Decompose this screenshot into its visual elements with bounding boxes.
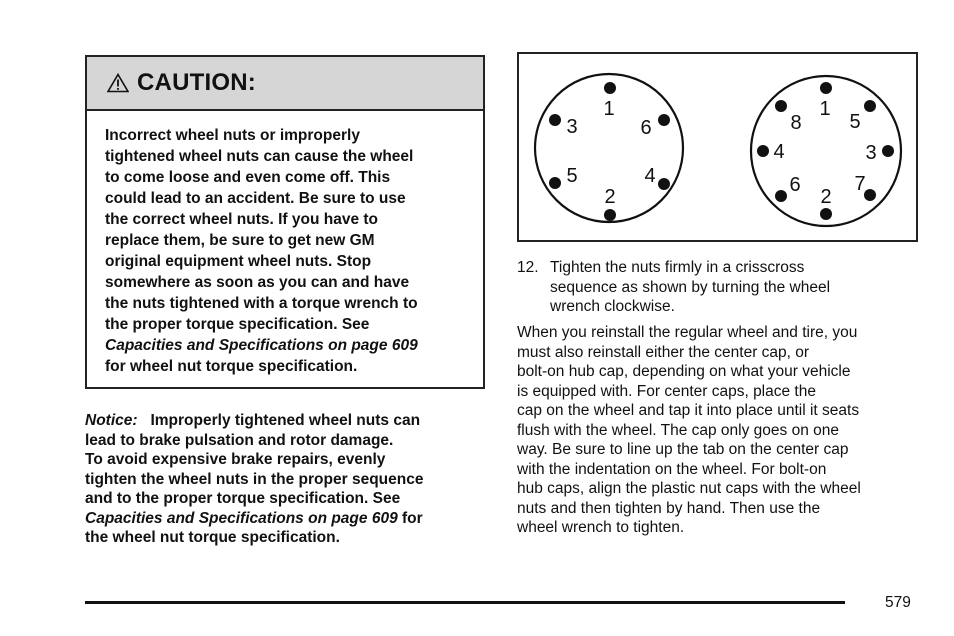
notice-label: Notice: [85,412,138,429]
nut-dot [775,190,787,202]
notice-line: To avoid expensive brake repairs, evenly [85,451,386,468]
reinstall-paragraph [517,323,919,538]
caution-line: for wheel nut torque specification. [105,358,358,375]
notice-line: the wheel nut torque specification. [85,529,340,546]
paragraph-line: is equipped with. For center caps, place the [517,382,816,400]
nut-sequence-label: 4 [773,141,785,163]
lug-nut-sequence-diagram [517,52,918,242]
notice-line: for [397,509,423,527]
nut-dot [882,145,894,157]
paragraph-line: way. Be sure to line up the tab on the center cap [517,441,849,458]
nut-sequence-label: 6 [789,174,801,196]
caution-reference: Capacities and Specifications on page 609 [105,337,418,354]
notice-line: Improperly tightened wheel nuts can [150,412,421,429]
caution-header [87,57,483,111]
nut-sequence-label: 5 [849,111,861,133]
notice-line: tighten the wheel nuts in the proper sequence [85,470,424,488]
step-text [550,258,917,317]
nut-sequence-label: 3 [865,142,877,164]
nut-dot [757,145,769,157]
nut-dot [658,114,670,126]
caution-line: the correct wheel nuts. If you have to [105,211,379,228]
nut-dot [604,209,616,221]
nut-dot [775,100,787,112]
nut-dot [864,189,876,201]
nut-sequence-label: 8 [790,112,802,134]
caution-line: replace them, be sure to get new GM [105,232,375,249]
nut-dot [864,100,876,112]
caution-line: somewhere as soon as you can and have [105,274,410,291]
nut-sequence-label: 6 [640,117,652,139]
caution-line: the nuts tightened with a torque wrench to [105,295,418,312]
paragraph-line: wheel wrench to tighten. [517,519,685,536]
footer-rule [85,601,845,604]
nut-sequence-label: 2 [820,186,832,208]
notice-text [85,411,485,548]
step-12 [517,258,917,317]
paragraph-line: bolt-on hub cap, depending on what your vehicle [517,363,851,380]
nut-sequence-label: 1 [603,98,615,120]
caution-title: CAUTION: [137,69,256,96]
step-line: wrench clockwise. [550,298,675,315]
page-number: 579 [885,594,911,611]
nut-sequence-label: 4 [644,165,656,187]
nut-sequence-label: 1 [819,98,831,120]
notice-line: lead to brake pulsation and rotor damage. [85,431,394,449]
paragraph-line: When you reinstall the regular wheel and tire, you [517,324,858,341]
nut-dot [604,82,616,94]
paragraph-line: must also reinstall either the center cap, or [517,343,810,361]
caution-line: Incorrect wheel nuts or improperly [105,127,360,144]
nut-sequence-label: 2 [604,186,616,208]
caution-text [105,125,475,377]
nut-dot [658,178,670,190]
paragraph-line: nuts and then tighten by hand. Then use the [517,499,821,517]
paragraph-line: hub caps, align the plastic nut caps with the wheel [517,480,861,497]
nut-sequence-label: 7 [854,173,866,195]
warning-triangle-icon [107,73,129,93]
diagram-svg [519,54,916,240]
nut-dot [820,82,832,94]
nut-dot [549,177,561,189]
caution-line: could lead to an accident. Be sure to use [105,190,406,207]
caution-line: the proper torque specification. See [105,316,370,333]
caution-line: tightened wheel nuts can cause the wheel [105,148,414,165]
nut-sequence-label: 5 [566,165,578,187]
step-line: Tighten the nuts firmly in a crisscross [550,259,805,276]
notice-line: and to the proper torque specification. See [85,490,401,507]
nut-sequence-label: 3 [566,116,578,138]
caution-line: to come loose and even come off. This [105,169,391,186]
caution-line: original equipment wheel nuts. Stop [105,253,372,270]
caution-box [85,55,485,389]
nut-dot [549,114,561,126]
paragraph-line: cap on the wheel and tap it into place until it seats [517,402,860,419]
step-number: 12. [517,259,539,276]
notice-reference: Capacities and Specifications on page 609 [85,509,398,527]
paragraph-line: flush with the wheel. The cap only goes on one [517,421,839,439]
paragraph-line: with the indentation on the wheel. For bolt-on [517,460,827,478]
nut-dot [820,208,832,220]
step-line: sequence as shown by turning the wheel [550,278,831,296]
